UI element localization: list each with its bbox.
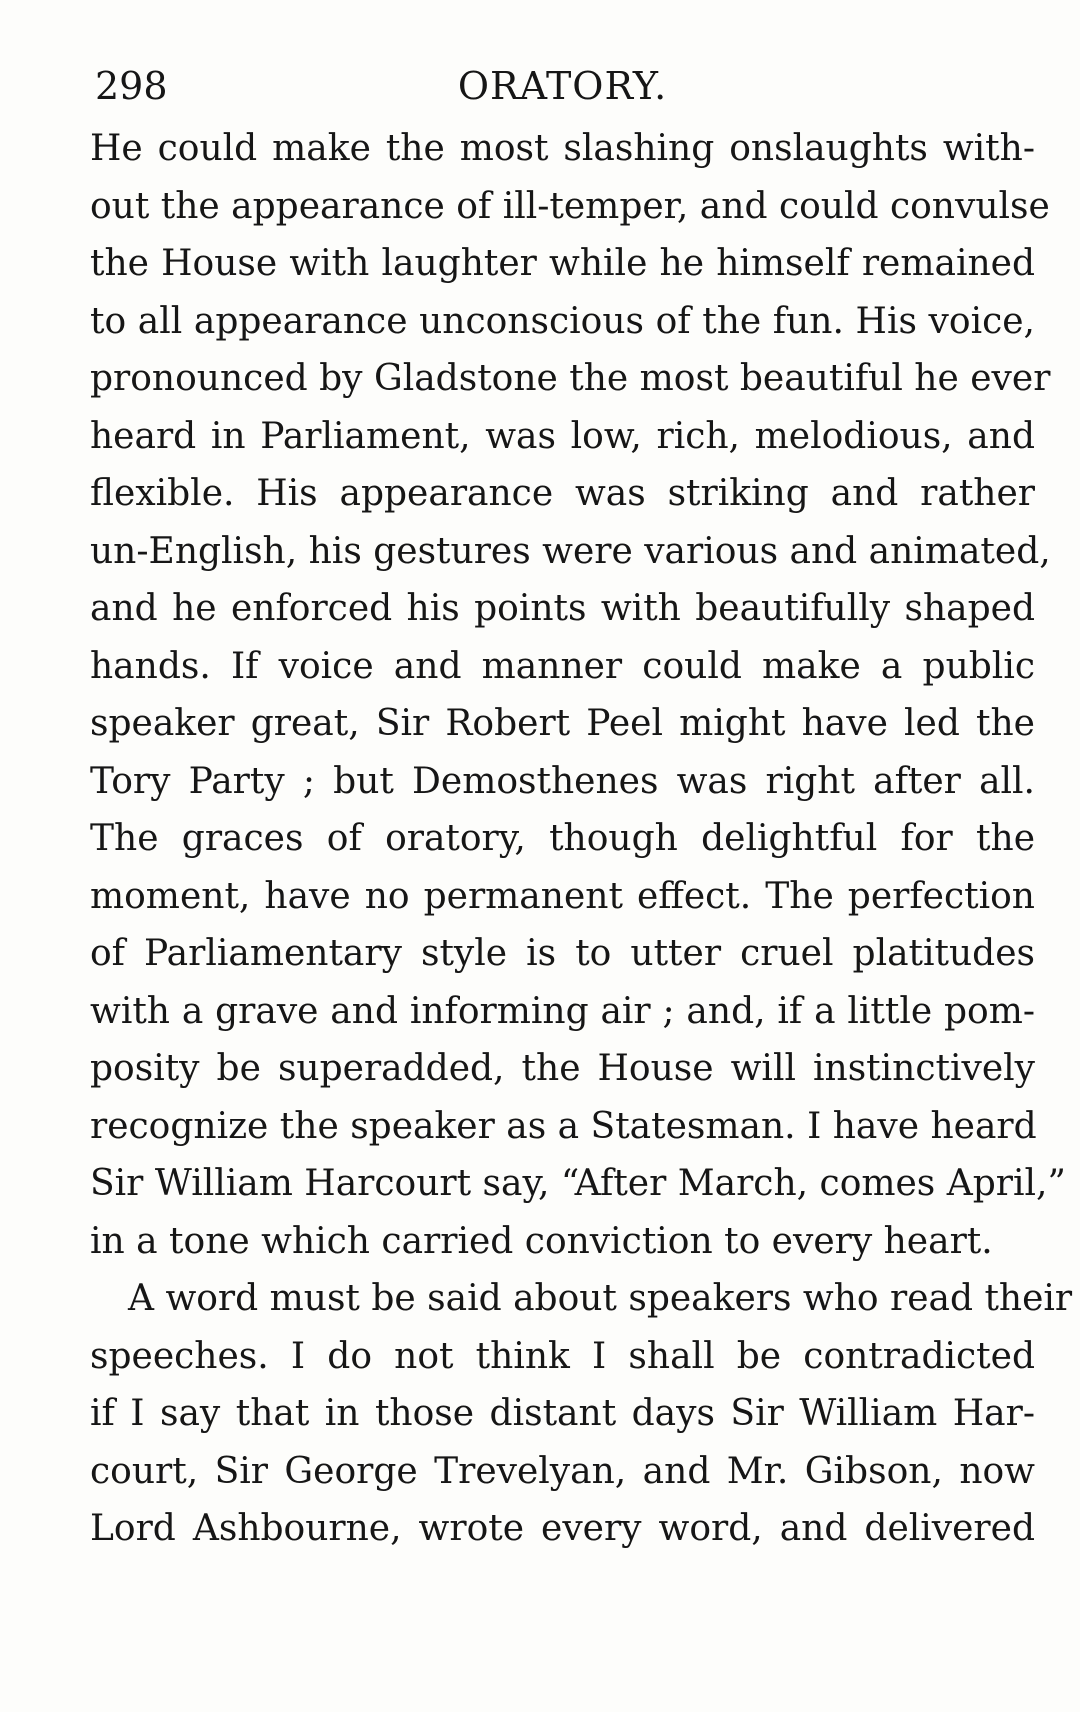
text-line: The graces of oratory, though delightful for the	[90, 818, 1035, 859]
text-line: the House with laughter while he himself remained	[90, 243, 1035, 284]
text-line: heard in Parliament, was low, rich, melodious, and	[90, 415, 1035, 457]
text-line: and he enforced his points with beautifully shaped	[90, 588, 1035, 629]
text-line: speaker great, Sir Robert Peel might have led the	[90, 703, 1035, 744]
running-head: ORATORY.	[457, 64, 668, 108]
text-line: with a grave and informing air ; and, if a little pom-	[90, 990, 1035, 1032]
paragraph-2	[90, 1270, 1073, 1558]
text-line: recognize the speaker as a Statesman. I have heard	[90, 1105, 1037, 1147]
text-line: to all appearance unconscious of the fun. His voice,	[90, 300, 1035, 342]
text-line: A word must be said about speakers who read their	[128, 1278, 1073, 1319]
text-line: posity be superadded, the House will instinctively	[90, 1048, 1035, 1089]
text-line: court, Sir George Trevelyan, and Mr. Gibson, now	[90, 1450, 1035, 1492]
text-line: Sir William Harcourt say, “After March, comes April,”	[90, 1163, 1066, 1204]
page-number: 298	[95, 64, 168, 108]
text-line: He could make the most slashing onslaughts with-	[90, 128, 1035, 169]
page-header	[95, 58, 1030, 114]
text-line: of Parliamentary style is to utter cruel platitudes	[90, 933, 1035, 974]
text-line: out the appearance of ill-temper, and could convulse	[90, 185, 1050, 227]
paragraph-1	[90, 120, 1066, 1270]
text-line: un-English, his gestures were various and animated,	[90, 530, 1051, 572]
text-line: speeches. I do not think I shall be contradicted	[90, 1335, 1035, 1377]
body-text	[90, 120, 1073, 1558]
text-line: pronounced by Gladstone the most beautiful he ever	[90, 358, 1051, 399]
text-line: hands. If voice and manner could make a public	[90, 645, 1035, 687]
text-line: moment, have no permanent effect. The perfection	[90, 875, 1035, 917]
text-line: if I say that in those distant days Sir William Har-	[90, 1393, 1035, 1434]
text-line: flexible. His appearance was striking and rather	[90, 473, 1035, 514]
text-line: Tory Party ; but Demosthenes was right after all.	[90, 760, 1035, 802]
text-line: Lord Ashbourne, wrote every word, and delivered	[90, 1508, 1035, 1549]
text-line: in a tone which carried conviction to every heart.	[90, 1220, 993, 1262]
